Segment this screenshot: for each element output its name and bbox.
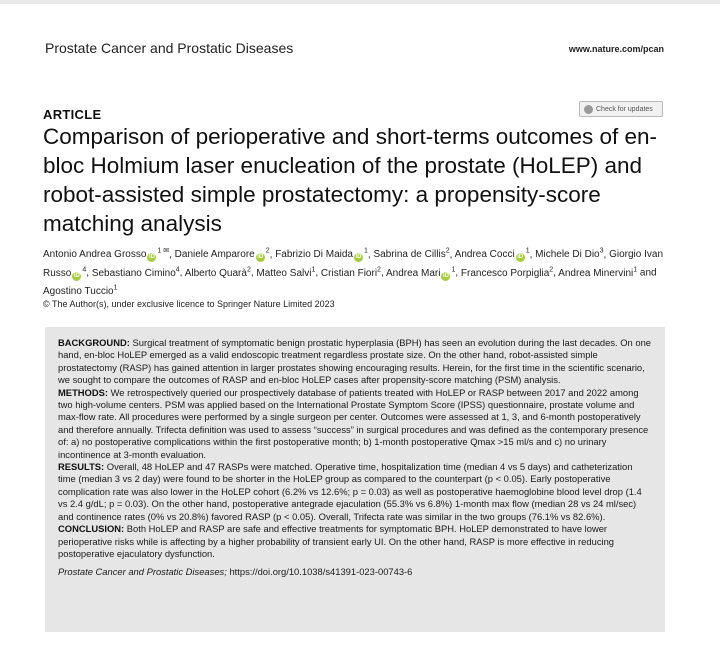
author-name: Giorgio Ivan Russo bbox=[43, 249, 664, 279]
results-text: Overall, 48 HoLEP and 47 RASPs were matched. Operative time, hospitalization time (median 4 vs 5 days) and catheterization time (median 3 vs 2 day) were found to be shorter in the HoLEP group as compared to the counterpart (p < 0.05). Early postoperative complication rate was also lower in the HoLEP cohort (6.2% vs 12.6%; p = 0.03) as well as postoperative haemoglobine blood level drop (1.4 vs 2.4 g/dL; p = 0.03). On the other hand, postoperative antegrade ejaculation (55.3% vs 6.8%) 1-month max flow (median 28 vs 24 ml/sec) and continence rates (0% vs 20.8%) favored RASP (p < 0.05). Overall, Trifecta rate was similar in the two groups (76.1% vs 82.6%). bbox=[58, 461, 642, 522]
article-title: Comparison of perioperative and short-terms outcomes of en-bloc Holmium laser enucleation of the prostate (HoLEP) and robot-assisted simple prostatectomy: a propensity-score matching analysis bbox=[43, 124, 658, 236]
author-affiliation: 2 bbox=[445, 248, 450, 255]
journal-url-link[interactable]: www.nature.com/pcan bbox=[568, 44, 664, 54]
orcid-icon[interactable]: iD bbox=[355, 254, 362, 261]
author-separator: , bbox=[367, 249, 374, 261]
copyright-notice: © The Author(s), under exclusive licence to Springer Nature Limited 2023 bbox=[43, 299, 335, 309]
author-affiliation: 1 bbox=[451, 266, 456, 274]
author-affiliation: 1 bbox=[364, 248, 368, 255]
abstract-results bbox=[58, 461, 652, 523]
author-affiliation: 4 bbox=[175, 266, 180, 274]
check-for-updates-button[interactable] bbox=[579, 101, 663, 117]
author-separator: , bbox=[315, 267, 321, 279]
author-entry[interactable] bbox=[558, 268, 637, 279]
author-separator: , bbox=[179, 267, 185, 279]
background-text: Surgical treatment of symptomatic benign prostatic hyperplasia (BPH) has seen an evolution during the last decades. On one hand, en-bloc HoLEP emerged as a valid endoscopic treatment regardless prostate size. On the other hand, robot-assisted simple prostatectomy (RASP) has gained attention in larger prostates showing encouraging results. Herein, for the first time in the scientific scenario, we sought to compare the outcomes of RASP and en-bloc HoLEP cases after propensity-score matching (PSM) analysis. bbox=[58, 337, 651, 386]
author-separator: , bbox=[455, 267, 461, 279]
author-name: Matteo Salvi bbox=[256, 267, 312, 279]
author-separator: , bbox=[250, 267, 257, 279]
abstract-box bbox=[45, 327, 665, 632]
author-entry[interactable] bbox=[386, 268, 455, 279]
abstract-methods bbox=[58, 387, 652, 461]
orcid-icon[interactable]: iD bbox=[73, 272, 80, 279]
author-separator: , bbox=[529, 249, 536, 261]
author-entry[interactable] bbox=[321, 268, 381, 279]
author-entry[interactable] bbox=[185, 268, 251, 279]
conclusion-label: CONCLUSION: bbox=[58, 523, 125, 535]
author-affiliation: 4 bbox=[82, 266, 87, 274]
author-affiliation: 2 bbox=[265, 248, 270, 255]
orcid-icon[interactable]: iD bbox=[517, 254, 524, 261]
author-separator: , bbox=[269, 249, 276, 261]
author-name: Sabrina de Cillis bbox=[373, 249, 446, 261]
citation-line bbox=[58, 566, 652, 578]
author-name: Sebastiano Cimino bbox=[91, 267, 176, 279]
author-entry[interactable] bbox=[455, 249, 530, 260]
author-affiliation: 1 bbox=[311, 266, 316, 274]
author-affiliation: 2 bbox=[549, 266, 554, 274]
author-entry[interactable] bbox=[43, 286, 118, 297]
author-affiliation: 1 ✉ bbox=[157, 248, 170, 255]
author-name: Antonio Andrea Grosso bbox=[43, 249, 147, 261]
abstract-background bbox=[58, 337, 652, 387]
citation-journal: Prostate Cancer and Prostatic Diseases; bbox=[58, 566, 227, 578]
conclusion-text: Both HoLEP and RASP are safe and effective treatments for symptomatic BPH. HoLEP demonstrated to have lower perioperative risks while is affecting by a higher probability of transient early UI. On the other hand, RASP is more effective in reducing postoperative ejaculatory dysfunction. bbox=[58, 523, 615, 559]
orcid-icon[interactable]: iD bbox=[257, 254, 264, 261]
author-name: Agostino Tuccio bbox=[43, 285, 114, 297]
author-list bbox=[43, 244, 683, 299]
background-label: BACKGROUND: bbox=[58, 337, 130, 348]
top-edge bbox=[0, 0, 720, 4]
author-entry[interactable] bbox=[92, 268, 180, 279]
author-affiliation: 1 bbox=[633, 266, 638, 274]
methods-text: We retrospectively queried our prospectively database of patients treated with HoLEP or RASP between 2017 and 2022 among two high-volume centers. PSM was applied based on the International Prostate Symptom Score (IPSS) questionnaire, prostate volume and max-flow rate. All procedures were performed by a single surgeon per center. Outcomes were assessed at 1, 3, and 6-month postoperatively and therefore annually. Trifecta definition was used to assess “success” in surgical procedures and was defined as the contemporary presence of: a) no postoperative complications within the first postoperative month; b) 1-month postoperative Qmax >15 ml/s and c) no urinary incontinence at 3-month evaluation. bbox=[58, 386, 649, 460]
methods-label: METHODS: bbox=[58, 386, 108, 398]
author-name: Alberto Quarà bbox=[184, 267, 247, 279]
author-name: Andrea Mari bbox=[385, 267, 441, 279]
author-separator: , bbox=[86, 267, 92, 279]
author-separator: , bbox=[449, 249, 455, 261]
journal-name: Prostate Cancer and Prostatic Diseases bbox=[45, 40, 294, 56]
orcid-icon[interactable]: iD bbox=[442, 272, 449, 279]
author-name: Fabrizio Di Maida bbox=[275, 249, 353, 261]
author-affiliation: 1 bbox=[113, 284, 118, 292]
check-for-updates-label: Check for updates bbox=[596, 105, 653, 113]
author-entry[interactable] bbox=[256, 268, 315, 279]
author-affiliation: 2 bbox=[246, 266, 251, 274]
author-name: Daniele Amparore bbox=[174, 249, 255, 261]
author-entry[interactable] bbox=[535, 249, 603, 260]
abstract-conclusion bbox=[58, 523, 652, 560]
author-entry[interactable] bbox=[373, 249, 449, 260]
author-affiliation: 3 bbox=[599, 248, 604, 255]
author-separator: , bbox=[553, 267, 559, 279]
author-name: Andrea Cocci bbox=[454, 249, 515, 261]
author-separator: and bbox=[637, 267, 657, 279]
author-name: Cristian Fiori bbox=[320, 267, 378, 279]
author-separator: , bbox=[169, 249, 175, 261]
orcid-icon[interactable]: iD bbox=[148, 254, 155, 261]
doi-link[interactable]: https://doi.org/10.1038/s41391-023-00743-6 bbox=[229, 566, 413, 578]
article-type-label: ARTICLE bbox=[43, 107, 102, 122]
author-entry[interactable] bbox=[275, 249, 368, 260]
author-separator: , bbox=[380, 267, 386, 279]
author-name: Michele Di Dio bbox=[535, 249, 600, 261]
results-label: RESULTS: bbox=[58, 461, 105, 473]
crossmark-icon bbox=[584, 105, 593, 114]
author-affiliation: 2 bbox=[377, 266, 381, 274]
author-entry[interactable] bbox=[43, 249, 169, 260]
author-name: Andrea Minervini bbox=[558, 267, 634, 279]
author-separator: , bbox=[603, 249, 610, 261]
author-affiliation: 1 bbox=[525, 248, 530, 255]
author-entry[interactable] bbox=[175, 249, 270, 260]
author-entry[interactable] bbox=[461, 268, 553, 279]
author-name: Francesco Porpiglia bbox=[460, 267, 550, 279]
